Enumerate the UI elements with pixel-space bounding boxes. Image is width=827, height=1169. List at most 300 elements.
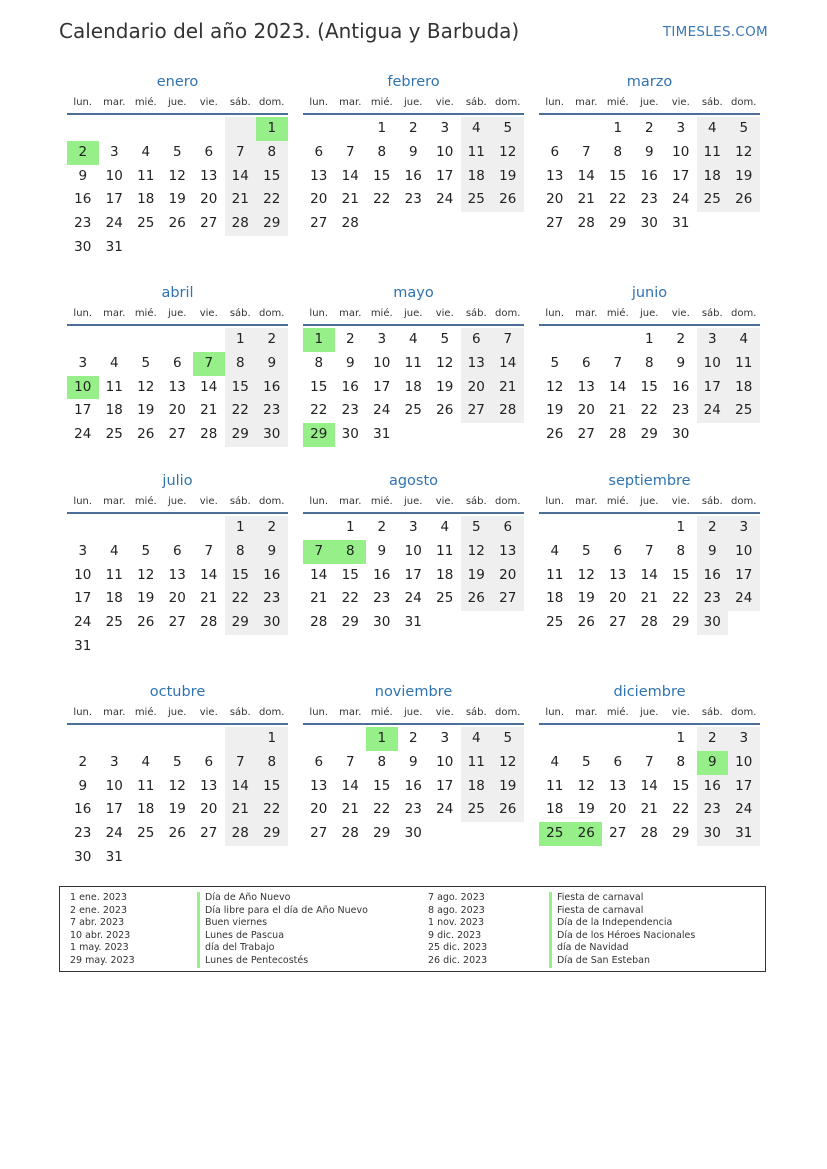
day-cell: 20 — [461, 376, 493, 400]
weekday-label: lun. — [545, 707, 565, 718]
day-cell: 14 — [341, 777, 359, 794]
weekday-label: mar. — [339, 308, 362, 319]
legend-entry: 7 abr. 2023 — [70, 917, 125, 929]
legend-entry: Lunes de Pascua — [197, 930, 368, 943]
empty-cell — [67, 328, 99, 352]
day-cell: 2 — [697, 516, 729, 540]
legend-entry: 2 ene. 2023 — [70, 904, 127, 916]
empty-cell — [539, 516, 571, 540]
day-cell: 29 — [256, 822, 288, 846]
day-cell: 21 — [225, 188, 257, 212]
weekday-label: lun. — [545, 308, 565, 319]
day-cell: 5 — [172, 753, 182, 770]
day-cell: 14 — [200, 566, 218, 583]
day-cell: 15 — [373, 167, 391, 184]
day-cell: 19 — [577, 801, 595, 818]
empty-cell — [634, 516, 666, 540]
day-cell: 12 — [728, 141, 760, 165]
day-cell: 6 — [204, 753, 214, 770]
holiday-day-cell: 9 — [697, 751, 729, 775]
day-cell: 9 — [408, 753, 418, 770]
day-cell: 24 — [105, 215, 123, 232]
day-cell: 5 — [172, 143, 182, 160]
legend-entry: Día de la Independencia — [549, 917, 695, 930]
day-cell: 5 — [550, 354, 560, 371]
day-cell: 5 — [461, 516, 493, 540]
page-title: Calendario del año 2023. (Antigua y Barbuda) — [59, 19, 520, 43]
weekday-label: sáb. — [229, 707, 251, 718]
day-cell: 13 — [609, 566, 627, 583]
day-cell: 8 — [256, 141, 288, 165]
empty-cell — [429, 822, 461, 846]
day-cell: 24 — [436, 801, 454, 818]
day-cell: 22 — [310, 402, 328, 419]
empty-cell — [162, 236, 194, 260]
weekday-label: dom. — [731, 707, 757, 718]
day-cell: 23 — [640, 191, 658, 208]
day-cell: 18 — [404, 378, 422, 395]
day-cell: 31 — [74, 637, 92, 654]
day-cell: 21 — [492, 376, 524, 400]
holiday-day-cell: 8 — [335, 540, 367, 564]
day-cell: 16 — [404, 777, 422, 794]
day-cell: 23 — [74, 825, 92, 842]
day-cell: 12 — [137, 378, 155, 395]
day-cell: 20 — [546, 191, 564, 208]
day-cell: 22 — [256, 188, 288, 212]
day-cell: 4 — [697, 117, 729, 141]
weekday-label: dom. — [495, 97, 521, 108]
day-cell: 23 — [341, 402, 359, 419]
month-name: abril — [161, 285, 194, 301]
day-cell: 8 — [613, 143, 623, 160]
legend-entry: 1 nov. 2023 — [428, 917, 484, 929]
day-cell: 20 — [168, 590, 186, 607]
empty-cell — [225, 727, 257, 751]
day-cell: 12 — [577, 777, 595, 794]
day-cell: 30 — [74, 238, 92, 255]
day-cell: 1 — [225, 328, 257, 352]
day-cell: 27 — [200, 215, 218, 232]
holiday-day-cell: 1 — [256, 117, 288, 141]
weekday-label: mié. — [134, 707, 157, 718]
day-cell: 28 — [200, 426, 218, 443]
day-cell: 30 — [341, 426, 359, 443]
empty-cell — [130, 846, 162, 870]
empty-cell — [335, 117, 367, 141]
day-cell: 10 — [672, 143, 690, 160]
day-cell: 11 — [105, 378, 123, 395]
day-cell: 19 — [546, 402, 564, 419]
day-cell: 28 — [492, 399, 524, 423]
day-cell: 20 — [609, 590, 627, 607]
empty-cell — [492, 423, 524, 447]
empty-cell — [193, 846, 225, 870]
month-name: septiembre — [608, 473, 691, 489]
weekday-label: dom. — [731, 97, 757, 108]
weekday-label: sáb. — [465, 97, 487, 108]
day-cell: 2 — [408, 120, 418, 136]
empty-cell — [162, 117, 194, 141]
day-cell: 17 — [697, 376, 729, 400]
day-cell: 17 — [404, 566, 422, 583]
weekday-label: dom. — [259, 707, 285, 718]
day-cell: 1 — [225, 516, 257, 540]
day-cell: 8 — [377, 143, 387, 160]
holiday-day-cell: 10 — [67, 376, 99, 400]
day-cell: 15 — [609, 167, 627, 184]
empty-cell — [193, 635, 225, 659]
weekday-label: mié. — [606, 308, 629, 319]
day-cell: 13 — [546, 167, 564, 184]
day-cell: 21 — [341, 801, 359, 818]
day-cell: 31 — [672, 215, 690, 232]
legend-dates-right — [428, 892, 487, 968]
day-cell: 20 — [310, 191, 328, 208]
day-cell: 10 — [436, 753, 454, 770]
day-cell: 3 — [78, 542, 88, 559]
empty-cell — [193, 328, 225, 352]
day-cell: 26 — [492, 188, 524, 212]
weekday-label: vie. — [199, 97, 218, 108]
day-cell: 5 — [492, 117, 524, 141]
day-cell: 11 — [436, 542, 454, 559]
month-febrero — [303, 71, 524, 236]
weekday-label: mar. — [103, 97, 126, 108]
day-cell: 26 — [137, 426, 155, 443]
day-cell: 13 — [168, 378, 186, 395]
weekday-label: sáb. — [229, 496, 251, 507]
weekday-label: mar. — [103, 707, 126, 718]
day-cell: 6 — [461, 328, 493, 352]
day-cell: 9 — [377, 542, 387, 559]
empty-cell — [398, 212, 430, 236]
day-cell: 9 — [408, 143, 418, 160]
empty-cell — [602, 516, 634, 540]
day-cell: 21 — [310, 590, 328, 607]
day-cell: 7 — [225, 751, 257, 775]
weekday-label: vie. — [199, 707, 218, 718]
weekday-label: lun. — [309, 308, 329, 319]
legend-entry: Día de Año Nuevo — [197, 892, 368, 905]
day-cell: 1 — [377, 120, 387, 136]
day-cell: 7 — [644, 753, 654, 770]
day-cell: 10 — [728, 751, 760, 775]
day-cell: 1 — [676, 519, 686, 535]
day-cell: 9 — [697, 540, 729, 564]
day-cell: 21 — [640, 590, 658, 607]
day-cell: 14 — [310, 566, 328, 583]
day-cell: 25 — [137, 825, 155, 842]
day-cell: 3 — [78, 354, 88, 371]
day-cell: 17 — [105, 191, 123, 208]
weekday-label: dom. — [259, 496, 285, 507]
day-cell: 17 — [436, 777, 454, 794]
day-cell: 16 — [672, 378, 690, 395]
day-cell: 27 — [609, 825, 627, 842]
weekday-header — [67, 705, 288, 725]
legend-entry: 10 abr. 2023 — [70, 929, 131, 941]
day-cell: 4 — [109, 354, 119, 371]
weekday-label: mié. — [370, 707, 393, 718]
day-cell: 4 — [109, 542, 119, 559]
weekday-label: vie. — [671, 707, 690, 718]
empty-cell — [130, 236, 162, 260]
day-cell: 12 — [577, 566, 595, 583]
day-cell: 4 — [461, 117, 493, 141]
empty-cell — [99, 328, 131, 352]
legend-entry: 7 ago. 2023 — [428, 892, 485, 903]
day-cell: 21 — [225, 798, 257, 822]
day-cell: 29 — [672, 825, 690, 842]
day-cell: 10 — [404, 542, 422, 559]
day-cell: 26 — [492, 798, 524, 822]
day-cell: 29 — [341, 614, 359, 631]
day-cell: 21 — [609, 402, 627, 419]
empty-cell — [67, 117, 99, 141]
day-cell: 19 — [728, 165, 760, 189]
empty-cell — [256, 236, 288, 260]
day-cell: 2 — [256, 328, 288, 352]
empty-cell — [461, 212, 493, 236]
weekday-header — [303, 306, 524, 326]
holiday-day-cell: 7 — [193, 352, 225, 376]
day-cell: 21 — [341, 191, 359, 208]
day-cell: 24 — [728, 587, 760, 611]
day-cell: 4 — [728, 328, 760, 352]
day-cell: 31 — [105, 238, 123, 255]
weekday-label: jue. — [404, 496, 423, 507]
empty-cell — [67, 516, 99, 540]
day-cell: 4 — [408, 331, 418, 347]
weekday-label: sáb. — [701, 707, 723, 718]
empty-cell — [225, 236, 257, 260]
day-cell: 28 — [640, 614, 658, 631]
day-cell: 27 — [310, 215, 328, 232]
day-cell: 12 — [492, 751, 524, 775]
day-cell: 26 — [436, 402, 454, 419]
empty-cell — [461, 423, 493, 447]
weekday-label: mié. — [370, 308, 393, 319]
day-cell: 30 — [256, 423, 288, 447]
weekday-label: vie. — [435, 707, 454, 718]
day-cell: 14 — [609, 378, 627, 395]
day-cell: 5 — [581, 753, 591, 770]
day-cell: 25 — [404, 402, 422, 419]
legend-entry: día de Navidad — [549, 942, 695, 955]
day-cell: 19 — [492, 775, 524, 799]
month-marzo — [539, 71, 760, 236]
day-grid — [303, 516, 524, 635]
day-cell: 12 — [461, 540, 493, 564]
weekday-label: dom. — [259, 308, 285, 319]
day-cell: 19 — [137, 402, 155, 419]
day-cell: 12 — [137, 566, 155, 583]
day-cell: 9 — [256, 352, 288, 376]
day-cell: 28 — [341, 825, 359, 842]
day-cell: 3 — [728, 516, 760, 540]
day-cell: 1 — [613, 120, 623, 136]
day-cell: 7 — [204, 542, 214, 559]
day-cell: 6 — [204, 143, 214, 160]
day-cell: 17 — [105, 801, 123, 818]
empty-cell — [429, 423, 461, 447]
empty-cell — [539, 328, 571, 352]
empty-cell — [539, 727, 571, 751]
day-cell: 21 — [577, 191, 595, 208]
day-cell: 24 — [672, 191, 690, 208]
day-cell: 27 — [461, 399, 493, 423]
day-cell: 4 — [550, 753, 560, 770]
day-cell: 2 — [256, 516, 288, 540]
day-cell: 23 — [404, 801, 422, 818]
day-cell: 13 — [492, 540, 524, 564]
month-name: diciembre — [613, 684, 686, 700]
day-cell: 27 — [577, 426, 595, 443]
weekday-label: lun. — [309, 496, 329, 507]
day-cell: 29 — [225, 423, 257, 447]
day-cell: 25 — [436, 590, 454, 607]
day-cell: 17 — [672, 167, 690, 184]
day-cell: 19 — [461, 564, 493, 588]
day-grid — [303, 117, 524, 236]
legend-entry: día del Trabajo — [197, 942, 368, 955]
day-cell: 22 — [672, 801, 690, 818]
empty-cell — [728, 423, 760, 447]
day-cell: 20 — [200, 801, 218, 818]
legend-names-left — [197, 892, 368, 968]
empty-cell — [99, 117, 131, 141]
day-cell: 26 — [137, 614, 155, 631]
day-cell: 5 — [581, 542, 591, 559]
day-cell: 20 — [609, 801, 627, 818]
empty-cell — [335, 727, 367, 751]
holiday-day-cell: 29 — [303, 423, 335, 447]
empty-cell — [728, 212, 760, 236]
day-cell: 18 — [546, 801, 564, 818]
month-name: junio — [631, 285, 668, 301]
day-cell: 30 — [373, 614, 391, 631]
day-cell: 27 — [200, 825, 218, 842]
day-cell: 24 — [373, 402, 391, 419]
day-cell: 3 — [697, 328, 729, 352]
brand-link[interactable]: TIMESLES.COM — [662, 24, 768, 40]
day-cell: 3 — [109, 143, 119, 160]
month-name: agosto — [388, 473, 439, 489]
day-cell: 29 — [609, 215, 627, 232]
day-cell: 22 — [225, 587, 257, 611]
empty-cell — [697, 423, 729, 447]
day-cell: 12 — [436, 354, 454, 371]
day-cell: 8 — [314, 354, 324, 371]
empty-cell — [130, 117, 162, 141]
day-cell: 15 — [256, 165, 288, 189]
weekday-label: mié. — [134, 496, 157, 507]
day-cell: 9 — [256, 540, 288, 564]
day-grid — [303, 727, 524, 846]
weekday-label: vie. — [671, 308, 690, 319]
empty-cell — [162, 635, 194, 659]
weekday-label: sáb. — [465, 496, 487, 507]
day-cell: 24 — [74, 426, 92, 443]
day-cell: 10 — [105, 167, 123, 184]
day-cell: 11 — [461, 141, 493, 165]
day-cell: 25 — [697, 188, 729, 212]
day-cell: 11 — [404, 354, 422, 371]
day-grid — [539, 328, 760, 447]
day-cell: 24 — [697, 399, 729, 423]
empty-cell — [225, 117, 257, 141]
day-cell: 8 — [676, 753, 686, 770]
day-cell: 18 — [436, 566, 454, 583]
legend-entry: Buen viernes — [197, 917, 368, 930]
day-cell: 13 — [168, 566, 186, 583]
day-cell: 24 — [105, 825, 123, 842]
legend-entry: 25 dic. 2023 — [428, 942, 488, 954]
weekday-label: dom. — [495, 496, 521, 507]
day-cell: 11 — [546, 566, 564, 583]
empty-cell — [130, 328, 162, 352]
empty-cell — [99, 635, 131, 659]
day-cell: 25 — [728, 399, 760, 423]
day-cell: 5 — [728, 117, 760, 141]
day-cell: 11 — [461, 751, 493, 775]
empty-cell — [539, 117, 571, 141]
day-cell: 11 — [137, 777, 155, 794]
legend-entry: 1 may. 2023 — [70, 942, 129, 954]
holiday-day-cell: 2 — [67, 141, 99, 165]
month-name: enero — [156, 74, 199, 90]
day-cell: 16 — [256, 376, 288, 400]
month-name: octubre — [149, 684, 206, 700]
day-cell: 10 — [728, 540, 760, 564]
day-cell: 31 — [105, 848, 123, 865]
holiday-day-cell: 26 — [571, 822, 603, 846]
day-cell: 23 — [672, 402, 690, 419]
weekday-label: vie. — [435, 308, 454, 319]
day-cell: 24 — [436, 191, 454, 208]
day-cell: 17 — [74, 590, 92, 607]
weekday-label: vie. — [199, 308, 218, 319]
weekday-label: jue. — [168, 496, 187, 507]
empty-cell — [429, 611, 461, 635]
empty-cell — [461, 611, 493, 635]
day-cell: 10 — [74, 566, 92, 583]
legend-dates-left — [70, 892, 135, 968]
weekday-label: mar. — [575, 496, 598, 507]
legend-entry: 1 ene. 2023 — [70, 892, 127, 903]
day-cell: 22 — [225, 399, 257, 423]
day-cell: 19 — [436, 378, 454, 395]
day-cell: 18 — [697, 165, 729, 189]
empty-cell — [225, 635, 257, 659]
legend-entry: Día de los Héroes Nacionales — [549, 930, 695, 943]
day-cell: 16 — [373, 566, 391, 583]
day-cell: 8 — [676, 542, 686, 559]
day-cell: 4 — [550, 542, 560, 559]
day-cell: 18 — [546, 590, 564, 607]
day-cell: 13 — [310, 777, 328, 794]
day-cell: 22 — [373, 191, 391, 208]
day-cell: 16 — [404, 167, 422, 184]
day-cell: 9 — [345, 354, 355, 371]
empty-cell — [256, 635, 288, 659]
day-cell: 25 — [105, 426, 123, 443]
empty-cell — [193, 727, 225, 751]
month-agosto — [303, 470, 524, 635]
empty-cell — [130, 516, 162, 540]
day-cell: 9 — [78, 167, 88, 184]
